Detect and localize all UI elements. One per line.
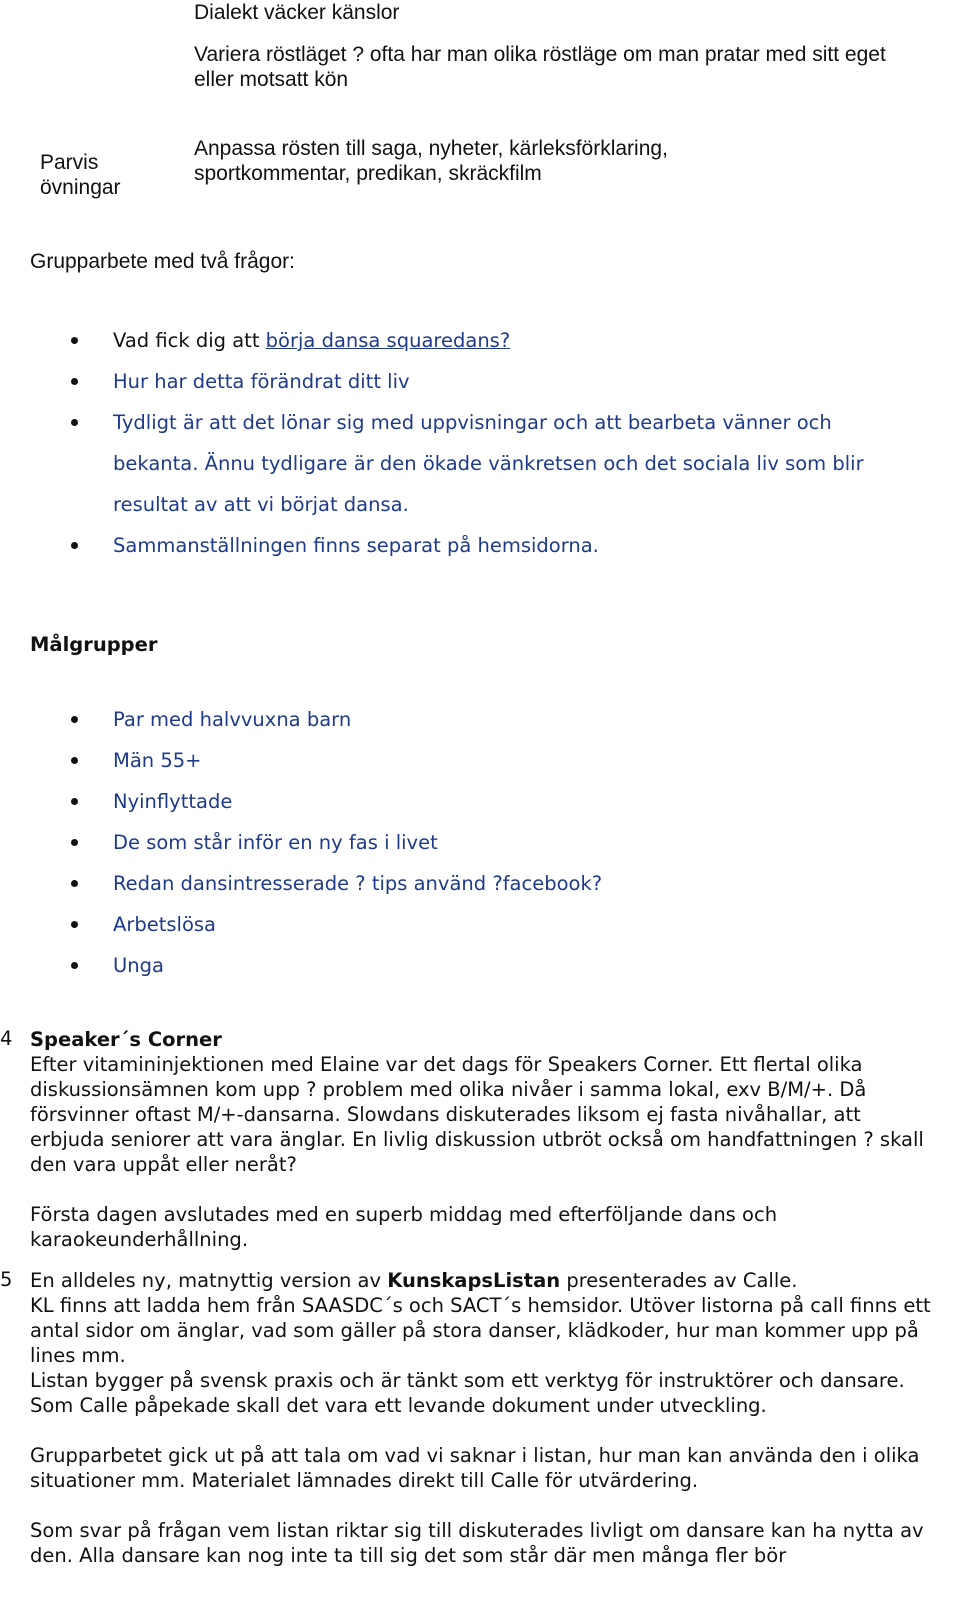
bullet-icon xyxy=(71,542,78,549)
malgrupper-list xyxy=(113,699,913,986)
section-5-number: 5 xyxy=(0,1268,13,1291)
section-5-intro xyxy=(30,1268,940,1293)
section-4-paragraph-1: Efter vitamininjektionen med Elaine var det dags för Speakers Corner. Ett flertal olika diskussionsämnen kom upp ? problem med olika nivåer i samma lokal, exv B/M/+. Då försvinner oftast M/+-dansarna. Slowdans diskuterades liksom ej fasta nivåhallar, att erbjuda seniorer att vara änglar. En livlig diskussion utbröt också om handfattningen ? skall den vara uppåt eller neråt? xyxy=(30,1053,924,1176)
section-5-paragraph-1: KL finns att ladda hem från SAASDC´s och SACT´s hemsidor. Utöver listorna på call finns ett antal sidor om änglar, vad som gäller på stora danser, klädkoder, hur man kommer upp på lines mm. xyxy=(30,1294,931,1367)
section-4-number: 4 xyxy=(0,1027,13,1050)
intro-text-end: presenterades av Calle. xyxy=(560,1269,798,1292)
section-5-paragraph-4: Som svar på frågan vem listan riktar sig till diskuterades livligt om dansare kan ha nytta av den. Alla dansare kan nog inte ta till sig det som står där men många fler bör xyxy=(30,1519,924,1567)
question-3-text: Tydligt är att det lönar sig med uppvisningar och att bearbeta vänner och bekanta. Ännu tydligare är den ökade vänkretsen och det sociala liv som blir resultat av att vi börjat dansa. xyxy=(113,411,864,516)
malgrupp-text: Män 55+ xyxy=(113,749,202,772)
section-4-title: Speaker´s Corner xyxy=(30,1028,222,1051)
bullet-icon xyxy=(71,378,78,385)
question-item-2 xyxy=(113,361,913,402)
parvis-label: Parvis övningar xyxy=(40,151,121,199)
question-4-text: Sammanställningen finns separat på hemsidorna. xyxy=(113,534,599,557)
malgrupp-text: Par med halvvuxna barn xyxy=(113,708,352,731)
question-1-text: Vad fick dig att xyxy=(113,329,266,352)
grupparbete-heading: Grupparbete med två frågor: xyxy=(30,250,295,273)
bullet-icon xyxy=(71,839,78,846)
bullet-icon xyxy=(71,716,78,723)
kunskapslistan-bold: KunskapsListan xyxy=(387,1269,561,1292)
malgrupper-heading: Målgrupper xyxy=(30,633,158,656)
question-2-text: Hur har detta förändrat ditt liv xyxy=(113,370,410,393)
section-5-paragraph-2: Listan bygger på svensk praxis och är tänkt som ett verktyg för instruktörer och dansare. Som Calle påpekade skall det vara ett levande dokument under utveckling. xyxy=(30,1369,905,1417)
malgrupp-item xyxy=(113,822,913,863)
bullet-icon xyxy=(71,921,78,928)
malgrupp-text: Redan dansintresserade ? tips använd ?facebook? xyxy=(113,872,603,895)
malgrupp-text: Nyinflyttade xyxy=(113,790,233,813)
malgrupp-item xyxy=(113,904,913,945)
bullet-icon xyxy=(71,757,78,764)
dansa-squaredans-link[interactable]: börja dansa squaredans? xyxy=(265,329,511,352)
malgrupp-text: Arbetslösa xyxy=(113,913,216,936)
bullet-icon xyxy=(71,798,78,805)
malgrupp-item xyxy=(113,781,913,822)
malgrupp-item xyxy=(113,945,913,986)
bullet-icon xyxy=(71,337,78,344)
malgrupp-text: Unga xyxy=(113,954,164,977)
dialekt-text: Dialekt väcker känslor xyxy=(194,1,400,24)
malgrupp-item xyxy=(113,740,913,781)
bullet-icon xyxy=(71,880,78,887)
grupparbete-questions xyxy=(113,320,913,566)
variera-text: Variera röstläget ? ofta har man olika röstläge om man pratar med sitt eget eller motsatt kön xyxy=(194,43,886,91)
section-4-paragraph-2: Första dagen avslutades med en superb middag med efterföljande dans och karaokeunderhållning. xyxy=(30,1203,778,1251)
bullet-icon xyxy=(71,419,78,426)
question-item-4 xyxy=(113,525,913,566)
malgrupp-item xyxy=(113,699,913,740)
section-5-paragraph-3: Grupparbetet gick ut på att tala om vad vi saknar i listan, hur man kan använda den i olika situationer mm. Materialet lämnades direkt till Calle för utvärdering. xyxy=(30,1444,920,1492)
question-item-1 xyxy=(113,320,913,361)
malgrupp-text: De som står inför en ny fas i livet xyxy=(113,831,438,854)
section-5-body xyxy=(30,1268,940,1568)
question-item-3 xyxy=(113,402,913,525)
section-4-body xyxy=(30,1027,940,1252)
bullet-icon xyxy=(71,962,78,969)
intro-text: En alldeles ny, matnyttig version av xyxy=(30,1269,388,1292)
malgrupp-item xyxy=(113,863,913,904)
anpassa-text: Anpassa rösten till saga, nyheter, kärleksförklaring, sportkommentar, predikan, skräckfilm xyxy=(194,137,668,185)
